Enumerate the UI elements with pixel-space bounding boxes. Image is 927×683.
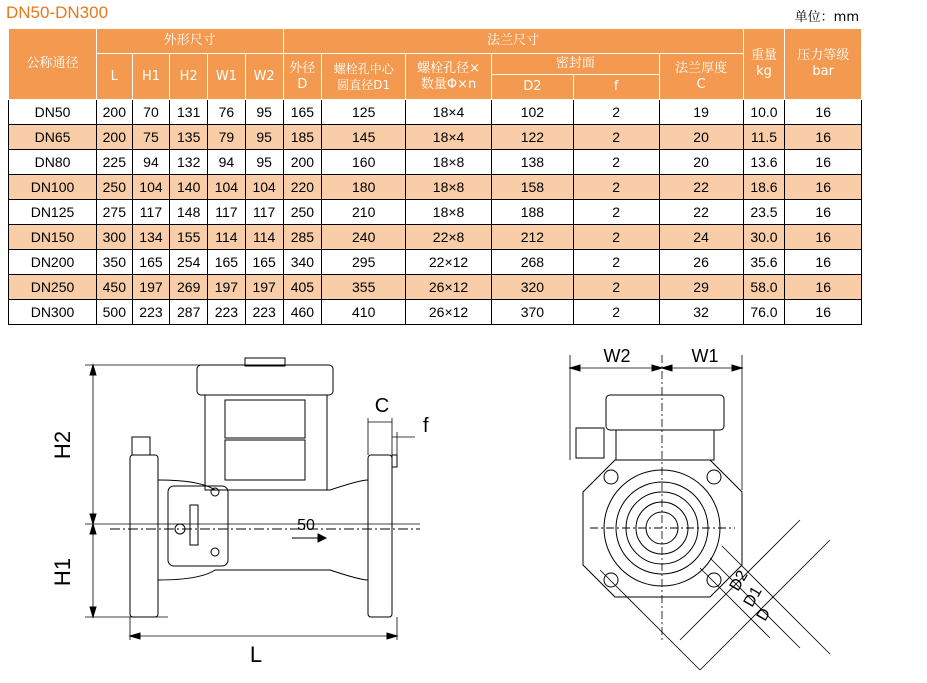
table-row — [9, 125, 862, 150]
cell-d2: 370 — [492, 300, 574, 325]
cell-dn: DN250 — [9, 275, 97, 300]
cell-f: 2 — [573, 200, 659, 225]
dim-H2: H2 — [50, 430, 75, 460]
cell-l: 200 — [97, 100, 133, 125]
cell-f: 2 — [573, 150, 659, 175]
table-row — [9, 150, 862, 175]
cell-c: 20 — [659, 150, 743, 175]
cell-kg: 23.5 — [743, 200, 785, 225]
cell-bar: 16 — [785, 125, 862, 150]
cell-c: 24 — [659, 225, 743, 250]
cell-d2: 212 — [492, 225, 574, 250]
cell-bolt: 26×12 — [406, 300, 492, 325]
header-seal: 密封面 — [492, 54, 660, 75]
cell-c: 32 — [659, 300, 743, 325]
cell-w2: 165 — [245, 250, 283, 275]
cell-h1: 134 — [132, 225, 170, 250]
table-row — [9, 100, 862, 125]
cell-bolt: 22×12 — [406, 250, 492, 275]
cell-w1: 76 — [208, 100, 246, 125]
cell-kg: 11.5 — [743, 125, 785, 150]
cell-w2: 95 — [245, 125, 283, 150]
cell-d: 460 — [283, 300, 322, 325]
cell-h1: 70 — [132, 100, 170, 125]
cell-w2: 117 — [245, 200, 283, 225]
cell-d2: 158 — [492, 175, 574, 200]
cell-d1: 145 — [322, 125, 406, 150]
cell-l: 200 — [97, 125, 133, 150]
cell-c: 26 — [659, 250, 743, 275]
cell-d1: 355 — [322, 275, 406, 300]
cell-c: 22 — [659, 175, 743, 200]
cell-w1: 94 — [208, 150, 246, 175]
cell-c: 20 — [659, 125, 743, 150]
cell-d: 405 — [283, 275, 322, 300]
cell-dn: DN125 — [9, 200, 97, 225]
cell-bolt: 26×12 — [406, 275, 492, 300]
cell-h2: 135 — [170, 125, 208, 150]
cell-bar: 16 — [785, 250, 862, 275]
cell-kg: 58.0 — [743, 275, 785, 300]
header-D2: D2 — [492, 75, 574, 100]
cell-d1: 180 — [322, 175, 406, 200]
cell-f: 2 — [573, 275, 659, 300]
cell-d: 250 — [283, 200, 322, 225]
cell-h2: 269 — [170, 275, 208, 300]
cell-bar: 16 — [785, 150, 862, 175]
header-D1 — [322, 54, 406, 100]
cell-f: 2 — [573, 225, 659, 250]
cell-l: 450 — [97, 275, 133, 300]
header-W2: W2 — [245, 54, 283, 100]
header-bolt — [406, 54, 492, 100]
cell-w1: 165 — [208, 250, 246, 275]
cell-bolt: 18×8 — [406, 150, 492, 175]
dim-D2: D2 — [726, 567, 752, 594]
table-row — [9, 300, 862, 325]
spec-table — [8, 28, 862, 325]
header-D1-line1: 螺栓孔中心 — [333, 61, 394, 76]
cell-l: 275 — [97, 200, 133, 225]
cell-w1: 223 — [208, 300, 246, 325]
cell-d: 200 — [283, 150, 322, 175]
cell-d: 185 — [283, 125, 322, 150]
cell-d1: 210 — [322, 200, 406, 225]
dim-D1: D1 — [740, 583, 766, 610]
cell-dn: DN200 — [9, 250, 97, 275]
cell-w1: 114 — [208, 225, 246, 250]
cell-l: 250 — [97, 175, 133, 200]
cell-l: 350 — [97, 250, 133, 275]
table-row — [9, 225, 862, 250]
cell-d2: 122 — [492, 125, 574, 150]
dim-L: L — [249, 642, 263, 667]
cell-bar: 16 — [785, 200, 862, 225]
header-D-symbol: D — [297, 76, 308, 92]
cell-bolt: 18×4 — [406, 100, 492, 125]
header-C-cn: 法兰厚度 — [675, 60, 728, 76]
cell-f: 2 — [573, 175, 659, 200]
side-view — [85, 358, 420, 640]
cell-h2: 254 — [170, 250, 208, 275]
cell-w2: 104 — [245, 175, 283, 200]
cell-d2: 102 — [492, 100, 574, 125]
header-pressure — [785, 29, 862, 100]
cell-dn: DN100 — [9, 175, 97, 200]
cell-d2: 188 — [492, 200, 574, 225]
cell-d: 165 — [283, 100, 322, 125]
cell-h2: 131 — [170, 100, 208, 125]
cell-dn: DN80 — [9, 150, 97, 175]
cell-dn: DN50 — [9, 100, 97, 125]
cell-w1: 104 — [208, 175, 246, 200]
dim-W1: W1 — [691, 346, 719, 366]
cell-kg: 76.0 — [743, 300, 785, 325]
cell-d: 285 — [283, 225, 322, 250]
cell-h1: 165 — [132, 250, 170, 275]
cell-bar: 16 — [785, 175, 862, 200]
dim-f: f — [423, 415, 429, 437]
cell-d: 340 — [283, 250, 322, 275]
cell-h1: 117 — [132, 200, 170, 225]
dim-C: C — [374, 395, 390, 417]
header-weight-cn: 重量 — [750, 48, 777, 63]
cell-bolt: 18×8 — [406, 175, 492, 200]
header-pressure-cn: 压力等级 — [797, 48, 850, 63]
cell-d1: 295 — [322, 250, 406, 275]
unit-label: 单位：mm — [794, 10, 859, 25]
cell-d1: 410 — [322, 300, 406, 325]
dim-W2: W2 — [603, 346, 631, 366]
cell-w2: 95 — [245, 150, 283, 175]
table-row — [9, 200, 862, 225]
cell-d1: 125 — [322, 100, 406, 125]
cell-h1: 197 — [132, 275, 170, 300]
cell-d2: 138 — [492, 150, 574, 175]
cell-w1: 79 — [208, 125, 246, 150]
cell-d1: 240 — [322, 225, 406, 250]
cell-bar: 16 — [785, 300, 862, 325]
table-row — [9, 275, 862, 300]
header-C — [659, 54, 743, 100]
cell-f: 2 — [573, 125, 659, 150]
header-bolt-line1: 螺栓孔径× — [417, 60, 481, 76]
cell-c: 19 — [659, 100, 743, 125]
cell-c: 22 — [659, 200, 743, 225]
cell-h2: 287 — [170, 300, 208, 325]
cell-w2: 223 — [245, 300, 283, 325]
cell-c: 29 — [659, 275, 743, 300]
cell-bar: 16 — [785, 100, 862, 125]
cell-bolt: 22×8 — [406, 225, 492, 250]
header-outer-dims: 外形尺寸 — [97, 29, 284, 54]
header-D-cn: 外径 — [289, 60, 316, 76]
header-D — [283, 54, 322, 100]
header-H1: H1 — [132, 54, 170, 100]
cell-w1: 117 — [208, 200, 246, 225]
cell-d2: 268 — [492, 250, 574, 275]
cell-w2: 197 — [245, 275, 283, 300]
header-C-symbol: C — [696, 76, 706, 92]
cell-h1: 75 — [132, 125, 170, 150]
front-view — [570, 355, 830, 670]
cell-bar: 16 — [785, 275, 862, 300]
header-nominal: 公称通径 — [9, 29, 97, 100]
cell-kg: 13.6 — [743, 150, 785, 175]
cell-l: 300 — [97, 225, 133, 250]
cell-dn: DN300 — [9, 300, 97, 325]
header-bolt-line2: 数量Φ×n — [420, 76, 477, 92]
cell-d1: 160 — [322, 150, 406, 175]
cell-w2: 114 — [245, 225, 283, 250]
cell-f: 2 — [573, 100, 659, 125]
page-title: DN50-DN300 — [6, 3, 109, 22]
header-L: L — [97, 54, 133, 100]
header-flange-dims: 法兰尺寸 — [283, 29, 743, 54]
cell-bolt: 18×8 — [406, 200, 492, 225]
dim-D: D — [753, 605, 775, 624]
cell-h2: 140 — [170, 175, 208, 200]
cell-d2: 320 — [492, 275, 574, 300]
cell-l: 225 — [97, 150, 133, 175]
cell-d: 220 — [283, 175, 322, 200]
table-row — [9, 250, 862, 275]
cell-l: 500 — [97, 300, 133, 325]
header-f: f — [573, 75, 659, 100]
header-D1-line2: 圆直径D1 — [337, 77, 391, 92]
cell-h1: 94 — [132, 150, 170, 175]
dimension-drawings — [0, 340, 927, 683]
cell-f: 2 — [573, 250, 659, 275]
body-mark: 50 — [297, 517, 315, 534]
cell-kg: 35.6 — [743, 250, 785, 275]
cell-kg: 18.6 — [743, 175, 785, 200]
cell-dn: DN65 — [9, 125, 97, 150]
cell-h2: 155 — [170, 225, 208, 250]
header-weight — [743, 29, 785, 100]
table-row — [9, 175, 862, 200]
cell-w2: 95 — [245, 100, 283, 125]
cell-bar: 16 — [785, 225, 862, 250]
cell-h2: 132 — [170, 150, 208, 175]
cell-dn: DN150 — [9, 225, 97, 250]
cell-kg: 10.0 — [743, 100, 785, 125]
cell-h2: 148 — [170, 200, 208, 225]
header-W1: W1 — [208, 54, 246, 100]
header-H2: H2 — [170, 54, 208, 100]
cell-h1: 223 — [132, 300, 170, 325]
cell-kg: 30.0 — [743, 225, 785, 250]
dim-H1: H1 — [50, 557, 75, 587]
cell-f: 2 — [573, 300, 659, 325]
cell-bolt: 18×4 — [406, 125, 492, 150]
cell-w1: 197 — [208, 275, 246, 300]
cell-h1: 104 — [132, 175, 170, 200]
header-weight-unit: kg — [756, 64, 772, 79]
header-pressure-unit: bar — [812, 64, 834, 79]
